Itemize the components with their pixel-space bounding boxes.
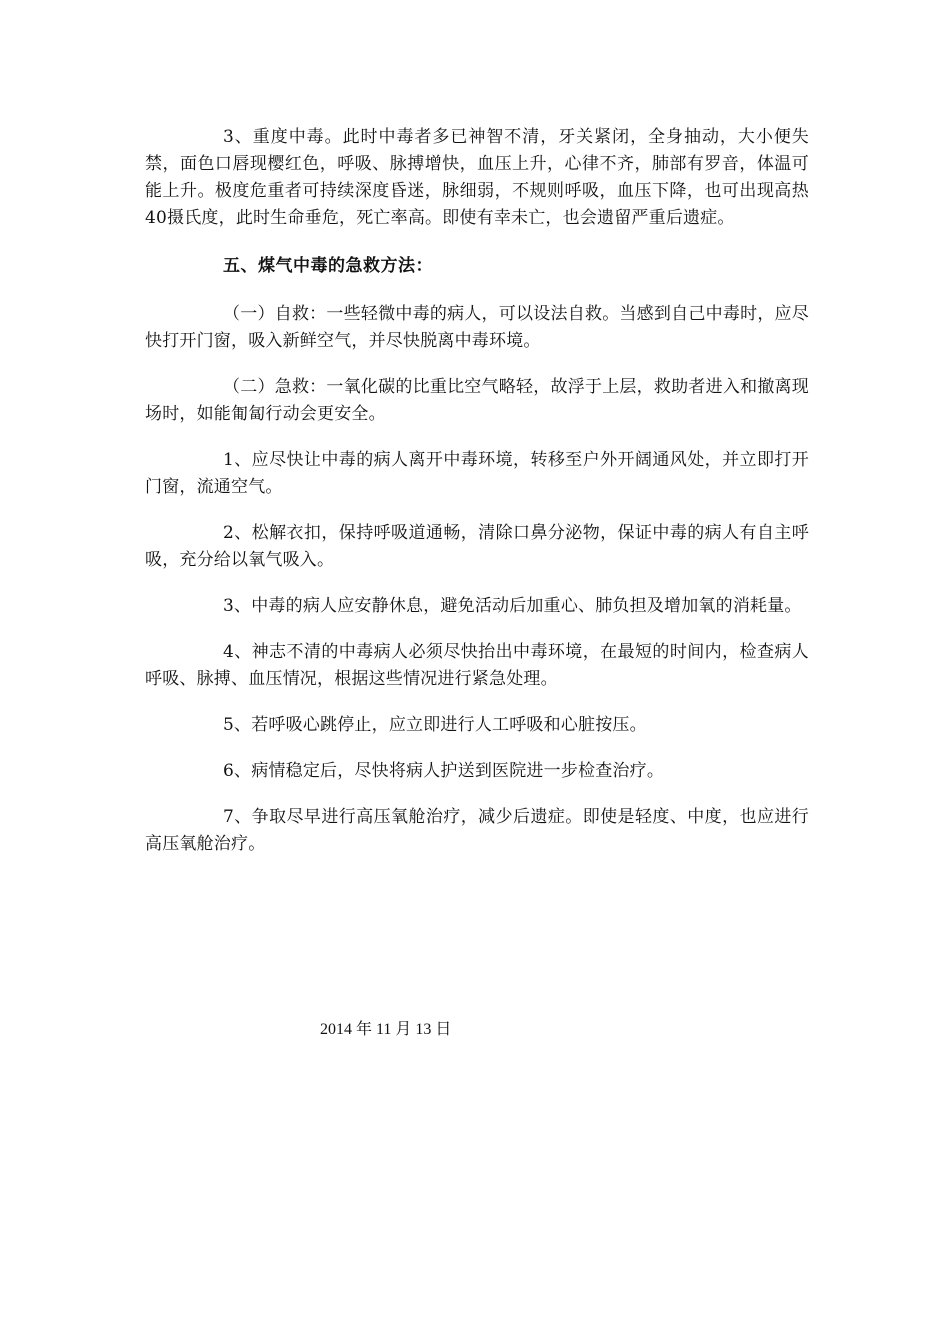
paragraph-step-7: 7、争取尽早进行高压氧舱治疗，减少后遗症。即使是轻度、中度，也应进行高压氧舱治疗。 <box>145 807 809 854</box>
paragraph-step-2: 2、松解衣扣，保持呼吸道通畅，清除口鼻分泌物，保证中毒的病人有自主呼吸，充分给以氧气吸入。 <box>145 523 809 570</box>
document-body <box>145 124 809 858</box>
document-date: 2014 年 11 月 13 日 <box>320 1021 452 1038</box>
paragraph-step-3: 3、中毒的病人应安静休息，避免活动后加重心、肺负担及增加氧的消耗量。 <box>223 596 802 616</box>
paragraph-step-1: 1、应尽快让中毒的病人离开中毒环境，转移至户外开阔通风处，并立即打开门窗，流通空气。 <box>145 450 809 497</box>
paragraph-self-rescue: （一）自救：一些轻微中毒的病人，可以设法自救。当感到自己中毒时，应尽快打开门窗，吸入新鲜空气，并尽快脱离中毒环境。 <box>145 304 809 351</box>
section-heading-first-aid: 五、煤气中毒的急救方法： <box>223 256 433 276</box>
paragraph-step-6: 6、病情稳定后，尽快将病人护送到医院进一步检查治疗。 <box>223 761 665 781</box>
paragraph-step-4: 4、神志不清的中毒病人必须尽快抬出中毒环境，在最短的时间内，检查病人呼吸、脉搏、血压情况，根据这些情况进行紧急处理。 <box>145 642 809 689</box>
paragraph-first-aid: （二）急救：一氧化碳的比重比空气略轻，故浮于上层，救助者进入和撤离现场时，如能匍匐行动会更安全。 <box>145 377 809 424</box>
paragraph-severe-poisoning: 3、重度中毒。此时中毒者多已神智不清，牙关紧闭，全身抽动，大小便失禁，面色口唇现樱红色，呼吸、脉搏增快，血压上升，心律不齐，肺部有罗音，体温可能上升。极度危重者可持续深度昏迷，脉细弱，不规则呼吸，血压下降，也可出现高热40摄氏度，此时生命垂危，死亡率高。即使有幸未亡，也会遗留严重后遗症。 <box>145 127 809 228</box>
paragraph-step-5: 5、若呼吸心跳停止，应立即进行人工呼吸和心脏按压。 <box>223 715 647 735</box>
